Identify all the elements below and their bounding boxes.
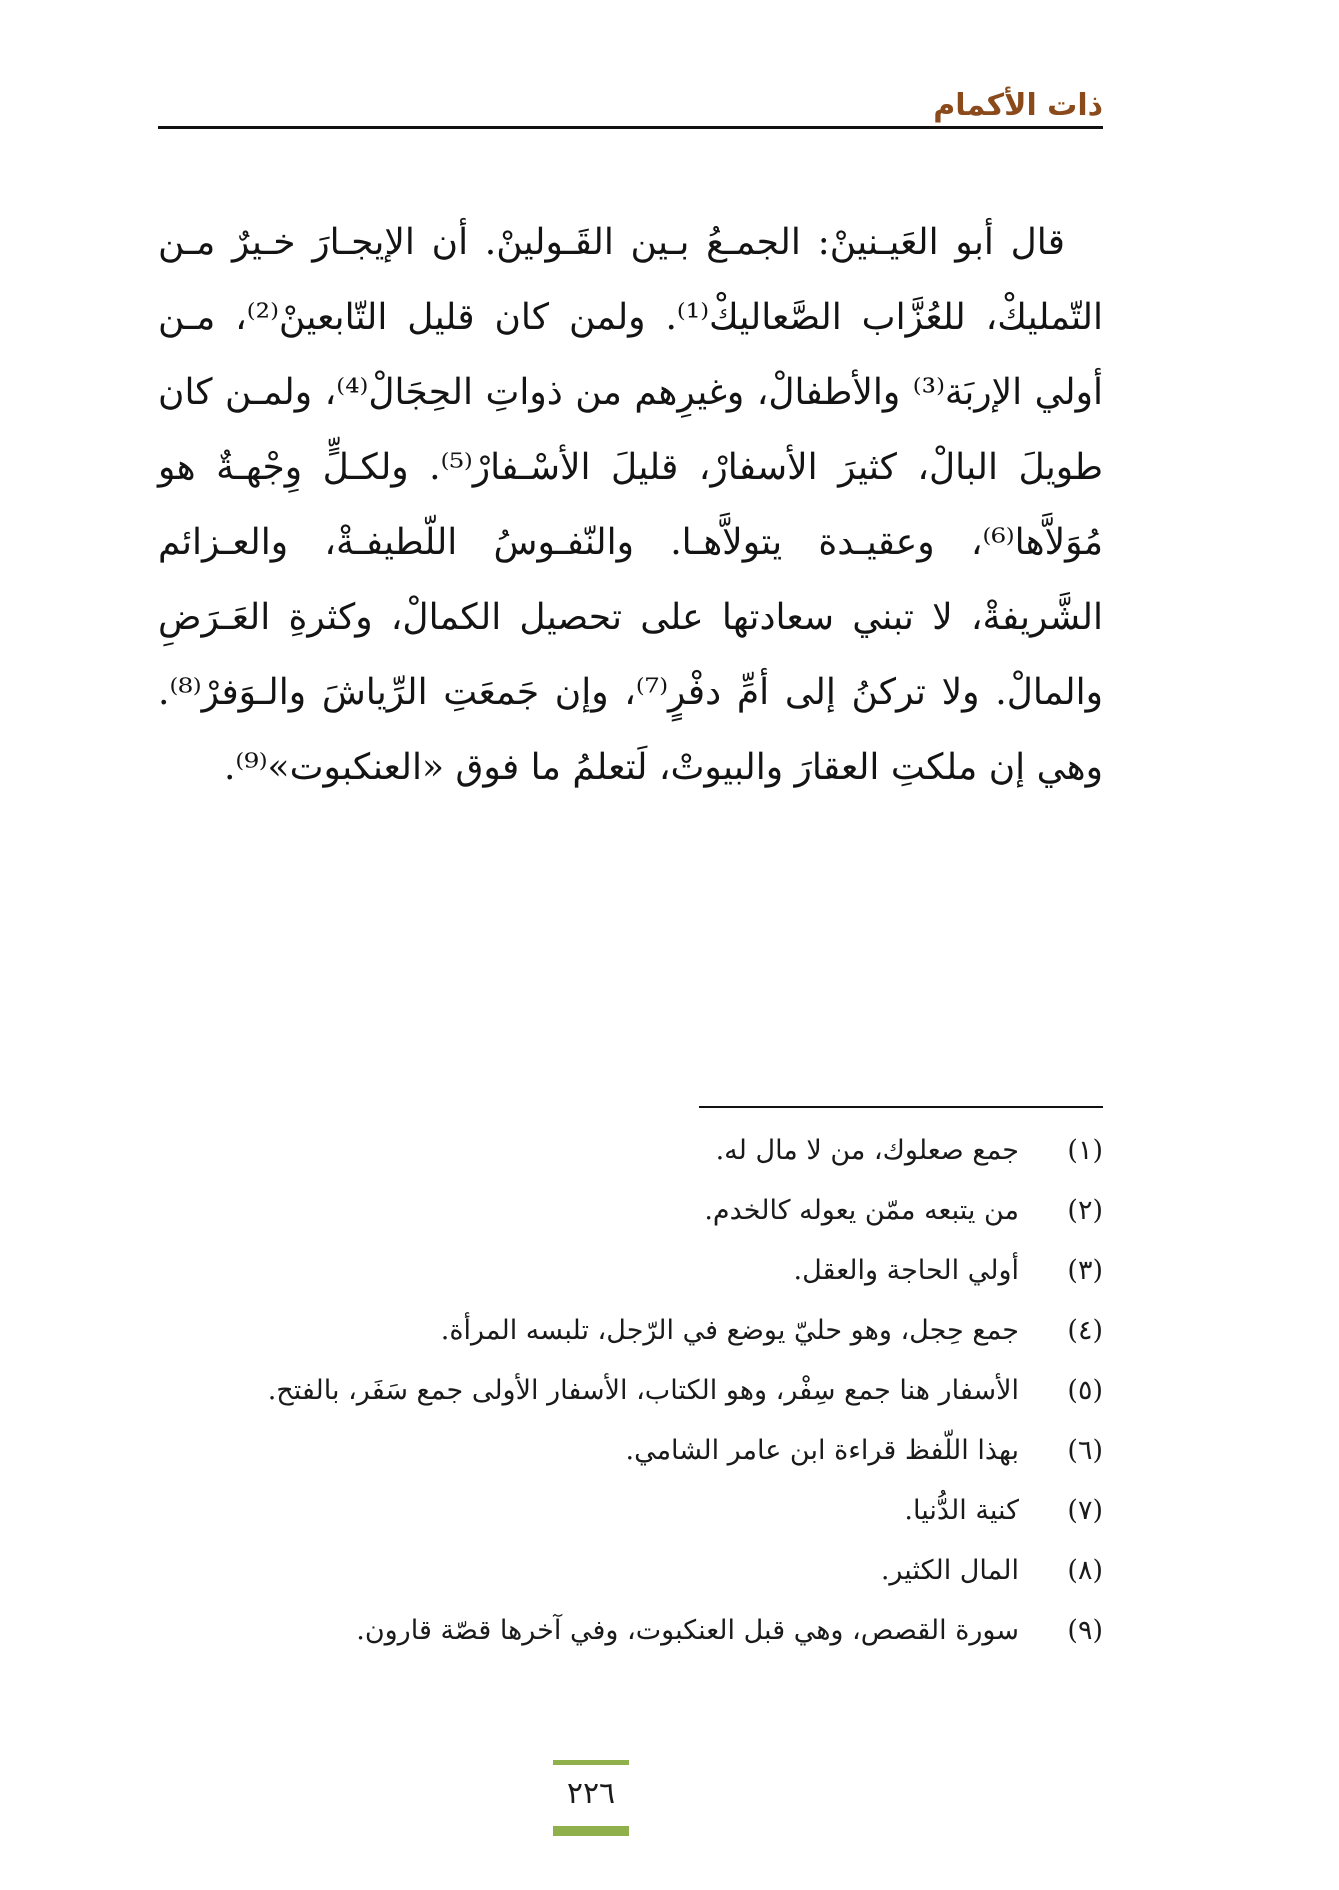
footnote-item (158, 1310, 1103, 1352)
footnote-number: (٧) (1067, 1495, 1103, 1526)
footnote-item (158, 1610, 1103, 1652)
page-number-block (553, 1760, 629, 1832)
running-title: ذات الأكمام (933, 88, 1103, 123)
footnote-item (158, 1370, 1103, 1412)
page-number: ٢٢٦ (566, 1776, 616, 1811)
running-header (158, 88, 1103, 128)
footnote-number: (٥) (1067, 1375, 1103, 1406)
footnote-number: (٦) (1067, 1435, 1103, 1466)
footnote-item (158, 1430, 1103, 1472)
footnote-text: المال الكثير. (880, 1555, 1019, 1586)
footnote-text: سورة القصص، وهي قبل العنكبوت، وفي آخرها قصّة قارون. (356, 1615, 1019, 1646)
footnote-item (158, 1190, 1103, 1232)
footnote-item (158, 1130, 1103, 1172)
footnote-text: الأسفار هنا جمع سِفْر، وهو الكتاب، الأسفار الأولى جمع سَفَر، بالفتح. (267, 1375, 1019, 1406)
footnote-item (158, 1490, 1103, 1532)
footnote-number: (٢) (1067, 1195, 1103, 1226)
footnote-number: (٤) (1067, 1315, 1103, 1346)
footnote-item (158, 1250, 1103, 1292)
footnote-text: من يتبعه ممّن يعوله كالخدم. (704, 1195, 1019, 1226)
header-rule (158, 126, 1103, 129)
footnote-number: (٣) (1067, 1255, 1103, 1286)
footnote-text: جمع حِجل، وهو حليّ يوضع في الرّجل، تلبسه المرأة. (440, 1315, 1019, 1346)
footnote-number: (٩) (1067, 1615, 1103, 1646)
footnotes (158, 1130, 1103, 1670)
footnote-text: أولي الحاجة والعقل. (793, 1255, 1019, 1286)
page-number-bottom-bar (553, 1826, 629, 1836)
footnote-text: كنية الدُّنيا. (904, 1495, 1019, 1526)
footnote-separator (699, 1106, 1103, 1108)
footnote-text: بهذا اللّفظ قراءة ابن عامر الشامي. (625, 1435, 1019, 1466)
page-number-top-bar (553, 1760, 629, 1765)
footnote-item (158, 1550, 1103, 1592)
footnote-number: (٨) (1067, 1555, 1103, 1586)
footnote-number: (١) (1067, 1135, 1103, 1166)
main-text (158, 205, 1103, 805)
main-paragraph-text: قال أبو العَيـنينْ: الجمـعُ بـين القَـولينْ. أن الإيجـارَ خـيرٌ مـن التّمليكْ، للعُزَّاب الصَّعاليكْ⁽¹⁾. ولمن كان قليل التّابعينْ⁽²⁾، مـن أولي الإربَة⁽³⁾ والأطفالْ، وغيرِهم من ذواتِ الحِجَالْ⁽⁴⁾، ولمـن كان طويلَ البالْ، كثيرَ الأسفارْ، قليلَ الأسْـفارْ⁽⁵⁾. ولكـلٍّ وِجْهـةٌ هو مُوَلاَّها⁽⁶⁾، وعقيـدة يتولاَّهـا. والنّفـوسُ اللّطيفـةْ، والعـزائم الشَّريفةْ، لا تبني سعادتها على تحصيل الكمالْ، وكثرةِ العَـرَضِ والمالْ. ولا تركنُ إلى أمِّ دفْرٍ⁽⁷⁾، وإن جَمعَتِ الرِّياشَ والـوَفرْ⁽⁸⁾. وهي إن ملكتِ العقارَ والبيوتْ، لَتعلمُ ما فوق «العنكبوت»⁽⁹⁾. (158, 222, 1104, 788)
footnote-text: جمع صعلوك، من لا مال له. (715, 1135, 1019, 1166)
main-paragraph (158, 205, 1103, 805)
